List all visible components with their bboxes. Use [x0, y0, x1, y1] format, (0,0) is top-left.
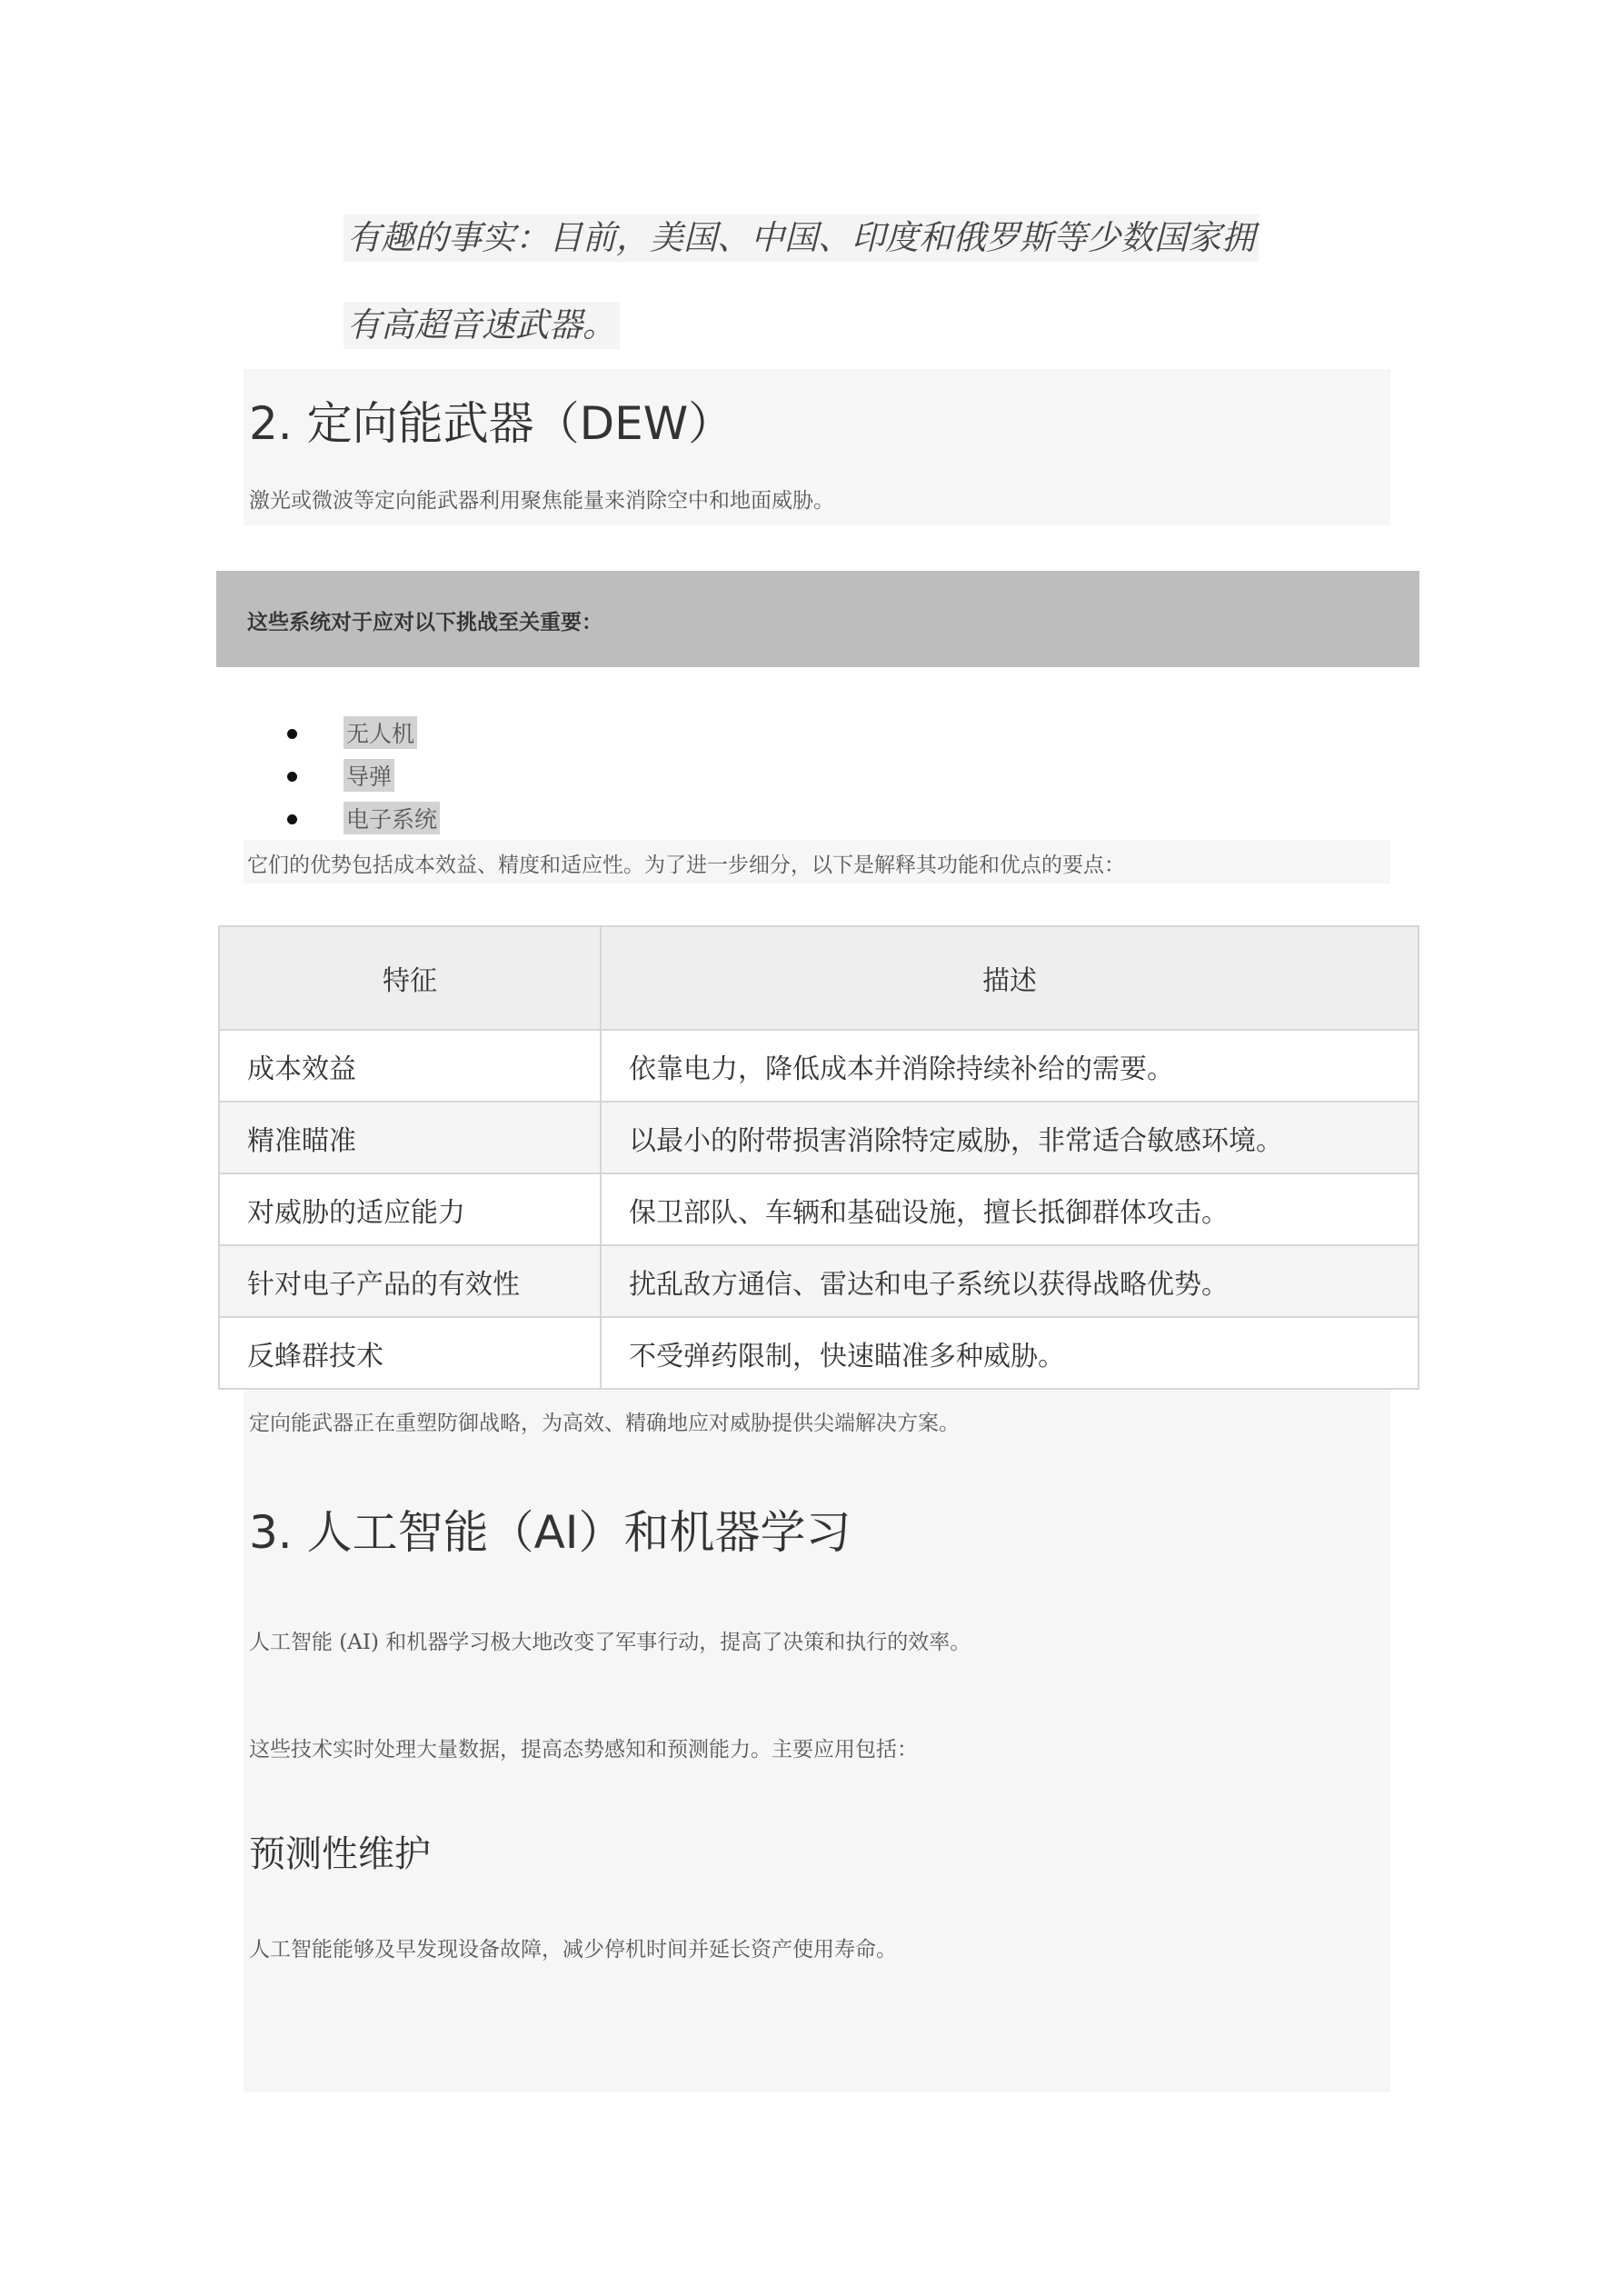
list-item: 电子系统	[344, 802, 440, 834]
section-3-paragraph-2: 这些技术实时处理大量数据，提高态势感知和预测能力。主要应用包括：	[249, 1738, 918, 1762]
callout-box	[216, 571, 1419, 667]
table-row	[219, 1245, 1419, 1317]
table-cell-feature: 精准瞄准	[219, 1102, 601, 1173]
bullet-dot	[287, 729, 297, 739]
list-item: 无人机	[344, 716, 417, 749]
section-2-conclusion: 定向能武器正在重塑防御战略，为高效、精确地应对威胁提供尖端解决方案。	[249, 1412, 960, 1435]
table-row	[219, 1173, 1419, 1245]
table-cell-description: 依靠电力，降低成本并消除持续补给的需要。	[601, 1030, 1419, 1102]
fun-fact-line-1: 有趣的事实：目前，美国、中国、印度和俄罗斯等少数国家拥	[344, 215, 1259, 262]
section-2-header-block	[244, 369, 1390, 525]
bullet-dot	[287, 772, 297, 782]
section-3-paragraph-3: 人工智能能够及早发现设备故障，减少停机时间并延长资产使用寿命。	[249, 1938, 897, 1962]
advantages-block	[244, 840, 1390, 883]
table-cell-feature: 成本效益	[219, 1030, 601, 1102]
section-2-heading: 2. 定向能武器（DEW）	[249, 397, 734, 450]
feature-table	[218, 925, 1419, 1390]
table-cell-description: 以最小的附带损害消除特定威胁，非常适合敏感环境。	[601, 1102, 1419, 1173]
table-row	[219, 1030, 1419, 1102]
list-item: 导弹	[344, 759, 394, 792]
bullet-dot	[287, 814, 297, 824]
table-cell-feature: 对威胁的适应能力	[219, 1173, 601, 1245]
table-row	[219, 1317, 1419, 1389]
section-3-paragraph-1: 人工智能 (AI) 和机器学习极大地改变了军事行动，提高了决策和执行的效率。	[249, 1631, 971, 1654]
table-cell-description: 不受弹药限制，快速瞄准多种威胁。	[601, 1317, 1419, 1389]
advantages-text: 它们的优势包括成本效益、精度和适应性。为了进一步细分，以下是解释其功能和优点的要点：	[247, 854, 1125, 877]
table-header-row	[219, 926, 1419, 1030]
table-cell-description: 保卫部队、车辆和基础设施，擅长抵御群体攻击。	[601, 1173, 1419, 1245]
column-header-feature: 特征	[219, 926, 601, 1030]
callout-text: 这些系统对于应对以下挑战至关重要：	[247, 611, 602, 634]
section-3-heading: 3. 人工智能（AI）和机器学习	[249, 1506, 851, 1559]
predictive-maintenance-heading: 预测性维护	[249, 1833, 431, 1875]
table-cell-feature: 反蜂群技术	[219, 1317, 601, 1389]
table-cell-description: 扰乱敌方通信、雷达和电子系统以获得战略优势。	[601, 1245, 1419, 1317]
table-row	[219, 1102, 1419, 1173]
column-header-description: 描述	[601, 926, 1419, 1030]
table-cell-feature: 针对电子产品的有效性	[219, 1245, 601, 1317]
fun-fact-line-2: 有高超音速武器。	[344, 302, 620, 349]
section-2-intro: 激光或微波等定向能武器利用聚焦能量来消除空中和地面威胁。	[249, 489, 834, 513]
